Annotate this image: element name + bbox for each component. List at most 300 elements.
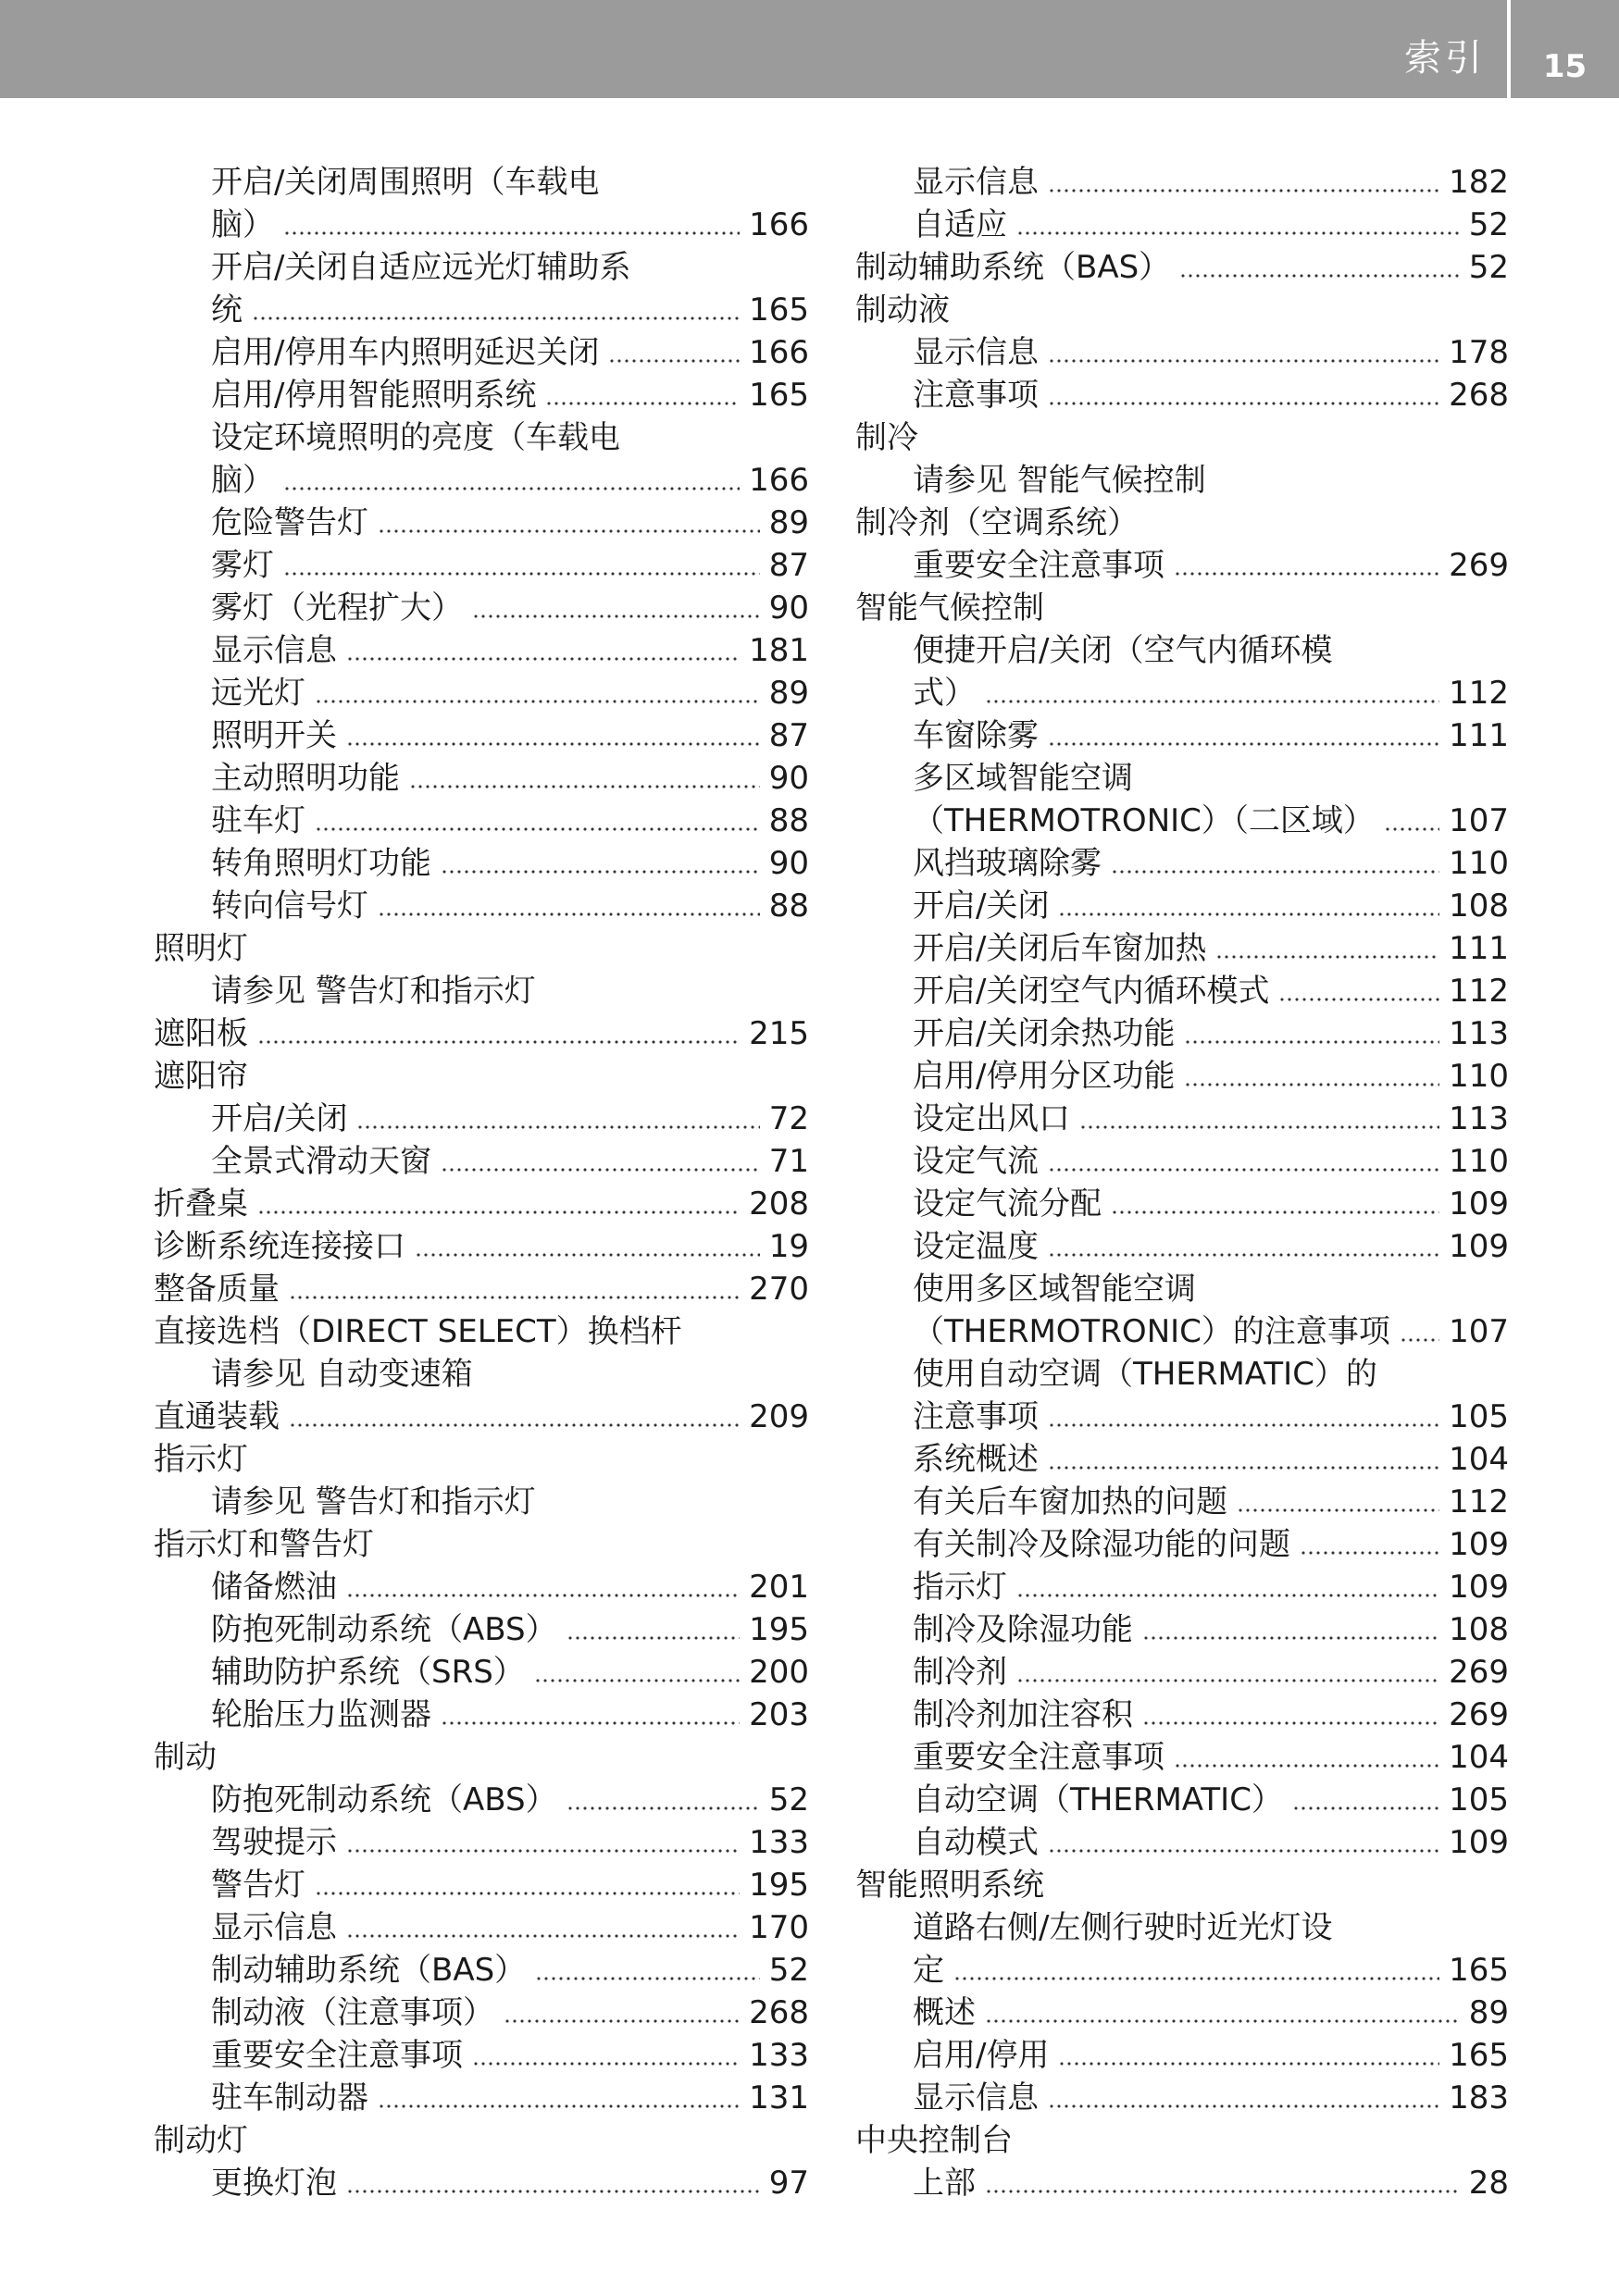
index-subentry: [154, 1353, 809, 1396]
entry-page-number: 105: [1449, 1398, 1509, 1435]
entry-page-number: 195: [749, 1867, 809, 1904]
entry-text: 指示灯: [913, 1569, 1007, 1606]
dot-leader: [1058, 912, 1439, 917]
index-subentry: [855, 161, 1509, 204]
entry-text: 雾灯: [211, 547, 274, 584]
dot-leader: [545, 401, 740, 406]
entry-text: 开启/关闭空气内循环模式: [913, 973, 1270, 1010]
entry-text: 折叠桌: [154, 1185, 248, 1222]
dot-leader: [1142, 1720, 1439, 1726]
index-subentry: [154, 757, 809, 800]
index-entry: [855, 502, 1509, 544]
entry-page-number: 110: [1449, 1143, 1509, 1180]
entry-page-number: 195: [749, 1611, 809, 1648]
entry-text: 制冷: [855, 419, 918, 456]
index-subentry: [154, 1779, 809, 1821]
index-subentry: [855, 1608, 1509, 1651]
entry-page-number: 87: [768, 547, 809, 584]
index-subentry: [154, 1566, 809, 1608]
entry-page-number: 104: [1449, 1441, 1509, 1478]
entry-text: 设定气流分配: [913, 1185, 1102, 1222]
entry-text: 遮阳帘: [154, 1058, 248, 1095]
dot-leader: [985, 2189, 1460, 2194]
dot-leader: [356, 1124, 759, 1130]
dot-leader: [1384, 826, 1439, 832]
entry-page-number: 90: [768, 760, 809, 797]
dot-leader: [378, 912, 760, 917]
dot-leader: [1048, 741, 1439, 747]
entry-text: 全景式滑动天窗: [211, 1143, 431, 1180]
index-subentry: [154, 2162, 809, 2204]
entry-page-number: 110: [1449, 845, 1509, 882]
section-title: 索引: [1404, 37, 1486, 80]
entry-page-number: 166: [749, 462, 809, 499]
entry-text: 有关制冷及除湿功能的问题: [913, 1526, 1290, 1563]
dot-leader: [1174, 1763, 1439, 1769]
entry-page-number: 88: [768, 887, 809, 925]
entry-text: 显示信息: [913, 334, 1039, 371]
dot-leader: [1292, 1806, 1439, 1811]
entry-page-number: 89: [768, 675, 809, 712]
entry-page-number: 111: [1449, 717, 1509, 754]
entry-text: 制冷剂: [913, 1654, 1007, 1691]
entry-page-number: 215: [749, 1015, 809, 1052]
dot-leader: [953, 1976, 1439, 1981]
entry-text: 重要安全注意事项: [211, 2037, 463, 2074]
index-subentry: [154, 1992, 809, 2034]
index-subentry: [855, 1268, 1509, 1310]
index-entry: [855, 289, 1509, 331]
dot-leader: [1215, 954, 1439, 960]
entry-page-number: 108: [1449, 887, 1509, 925]
entry-text: 雾灯（光程扩大）: [211, 590, 463, 627]
entry-text: 主动照明功能: [211, 760, 400, 797]
dot-leader: [346, 2189, 760, 2194]
index-entry: [855, 1864, 1509, 1906]
entry-text: 显示信息: [211, 1909, 337, 1946]
dot-leader: [608, 358, 740, 364]
dot-leader: [985, 2018, 1460, 2024]
index-subentry: [855, 927, 1509, 970]
index-column-right: [855, 161, 1509, 2204]
dot-leader: [346, 1848, 740, 1854]
entry-page-number: 89: [768, 504, 809, 541]
entry-page-number: 72: [768, 1100, 809, 1137]
index-entry: [154, 1012, 809, 1055]
dot-leader: [315, 1891, 740, 1896]
entry-text: 驻车灯: [211, 802, 305, 839]
entry-page-number: 269: [1449, 547, 1509, 584]
index-subentry: [154, 1140, 809, 1183]
dot-leader: [283, 571, 760, 577]
entry-text: 制动液: [855, 292, 950, 329]
index-subentry: [855, 757, 1509, 800]
index-subentry: [855, 1694, 1509, 1736]
index-subentry: [855, 2034, 1509, 2077]
entry-text: 显示信息: [913, 164, 1039, 201]
entry-page-number: 87: [768, 717, 809, 754]
dot-leader: [472, 2061, 740, 2066]
entry-page-number: 52: [1468, 206, 1509, 243]
entry-page-number: 109: [1449, 1824, 1509, 1861]
entry-page-number: 71: [768, 1143, 809, 1180]
entry-page-number: 268: [1449, 377, 1509, 414]
entry-text: 注意事项: [913, 377, 1039, 414]
entry-text: 设定温度: [913, 1228, 1039, 1265]
index-subentry: [154, 544, 809, 587]
entry-text: 开启/关闭: [913, 887, 1050, 925]
dot-leader: [1048, 1252, 1439, 1258]
entry-text: 启用/停用智能照明系统: [211, 377, 537, 414]
entry-text: 注意事项: [913, 1398, 1039, 1435]
entry-text: 使用自动空调（THERMATIC）的: [913, 1356, 1377, 1393]
dot-leader: [289, 1422, 740, 1428]
entry-page-number: 52: [768, 1781, 809, 1818]
index-subentry: [154, 1608, 809, 1651]
index-subentry: [855, 459, 1509, 502]
entry-page-number: 109: [1449, 1526, 1509, 1563]
dot-leader: [567, 1806, 760, 1811]
entry-text: 照明开关: [211, 717, 337, 754]
entry-page-number: 166: [749, 206, 809, 243]
entry-page-number: 89: [1468, 1994, 1509, 2031]
entry-text: 更换灯泡: [211, 2165, 337, 2202]
entry-page-number: 208: [749, 1185, 809, 1222]
dot-leader: [283, 486, 740, 491]
dot-leader: [1048, 401, 1439, 406]
index-subentry: [154, 885, 809, 927]
index-subentry: [154, 1098, 809, 1140]
index-subentry: [154, 1949, 809, 1992]
index-entry: [154, 1438, 809, 1481]
entry-text: 制动辅助系统（BAS）: [855, 249, 1171, 286]
entry-page-number: 111: [1449, 930, 1509, 967]
entry-text: 制动灯: [154, 2122, 248, 2159]
entry-text: 中央控制台: [855, 2122, 1013, 2159]
index-subentry: [855, 1310, 1509, 1353]
index-subentry: [154, 331, 809, 374]
index-subentry: [154, 800, 809, 842]
dot-leader: [1048, 1167, 1439, 1173]
entry-text: 有关后车窗加热的问题: [913, 1483, 1227, 1520]
entry-text: 远光灯: [211, 675, 305, 712]
index-subentry: [855, 1736, 1509, 1779]
index-subentry: [154, 1481, 809, 1523]
index-subentry: [855, 544, 1509, 587]
index-column-left: [154, 161, 809, 2204]
index-entry: [154, 927, 809, 970]
index-subentry: [855, 374, 1509, 416]
index-entry: [154, 1268, 809, 1310]
index-entry: [855, 587, 1509, 629]
entry-page-number: 165: [749, 377, 809, 414]
entry-text: 设定气流: [913, 1143, 1039, 1180]
entry-page-number: 97: [768, 2165, 809, 2202]
entry-page-number: 112: [1449, 675, 1509, 712]
dot-leader: [985, 699, 1439, 704]
index-subentry: [154, 161, 809, 204]
entry-page-number: 203: [749, 1696, 809, 1733]
entry-page-number: 166: [749, 334, 809, 371]
entry-text: 直接选档（DIRECT SELECT）换档杆: [154, 1313, 682, 1350]
entry-text: 开启/关闭余热功能: [913, 1015, 1176, 1052]
entry-text: 启用/停用: [913, 2037, 1050, 2074]
entry-text: 智能照明系统: [855, 1867, 1044, 1904]
entry-page-number: 109: [1449, 1569, 1509, 1606]
dot-leader: [1237, 1508, 1439, 1513]
entry-text: 多区域智能空调: [913, 760, 1133, 797]
entry-page-number: 165: [749, 292, 809, 329]
dot-leader: [441, 1167, 760, 1173]
index-subentry: [855, 629, 1509, 672]
dot-leader: [346, 656, 740, 662]
entry-text: 警告灯: [211, 1867, 305, 1904]
index-subentry: [855, 1183, 1509, 1225]
entry-text: 自动空调（THERMATIC）: [913, 1781, 1283, 1818]
dot-leader: [1016, 1678, 1439, 1683]
entry-text: 轮胎压力监测器: [211, 1696, 431, 1733]
dot-leader: [1184, 1039, 1439, 1045]
dot-leader: [283, 230, 740, 236]
index-subentry: [855, 1992, 1509, 2034]
index-entry: [154, 1523, 809, 1566]
index-subentry: [855, 1353, 1509, 1396]
index-subentry: [154, 970, 809, 1012]
dot-leader: [378, 2104, 740, 2109]
index-subentry: [855, 1098, 1509, 1140]
entry-text: 直通装载: [154, 1398, 280, 1435]
entry-text: 式）: [913, 675, 976, 712]
entry-text: 重要安全注意事项: [913, 547, 1164, 584]
entry-page-number: 112: [1449, 973, 1509, 1010]
entry-page-number: 90: [768, 590, 809, 627]
dot-leader: [315, 699, 760, 704]
entry-text: 道路右侧/左侧行驶时近光灯设: [913, 1909, 1333, 1946]
index-entry: [154, 1396, 809, 1438]
page-number: 15: [1542, 48, 1588, 85]
index-subentry: [855, 1906, 1509, 1949]
index-entry: [154, 1225, 809, 1268]
index-subentry: [855, 1012, 1509, 1055]
entry-text: 统: [211, 292, 243, 329]
index-subentry: [154, 1651, 809, 1694]
entry-text: 脑）: [211, 462, 274, 499]
entry-page-number: 104: [1449, 1739, 1509, 1776]
entry-page-number: 269: [1449, 1654, 1509, 1691]
index-subentry: [154, 374, 809, 416]
dot-leader: [1048, 1465, 1439, 1471]
entry-page-number: 113: [1449, 1015, 1509, 1052]
dot-leader: [1278, 997, 1439, 1002]
entry-text: 制动辅助系统（BAS）: [211, 1952, 527, 1989]
dot-leader: [1058, 2061, 1439, 2066]
index-subentry: [855, 2077, 1509, 2119]
entry-text: 设定环境照明的亮度（车载电: [211, 419, 620, 456]
entry-text: 制冷剂（空调系统）: [855, 504, 1139, 541]
index-subentry: [154, 1906, 809, 1949]
entry-text: 显示信息: [913, 2079, 1039, 2116]
entry-text: 开启/关闭周围照明（车载电: [211, 164, 600, 201]
dot-leader: [378, 528, 760, 534]
index-subentry: [154, 1694, 809, 1736]
index-subentry: [855, 885, 1509, 927]
dot-leader: [1048, 1422, 1439, 1428]
index-entry: [855, 2119, 1509, 2162]
index-subentry: [154, 629, 809, 672]
entry-page-number: 52: [768, 1952, 809, 1989]
entry-page-number: 113: [1449, 1100, 1509, 1137]
dot-leader: [1048, 358, 1439, 364]
entry-page-number: 52: [1468, 249, 1509, 286]
entry-text: 照明灯: [154, 930, 248, 967]
index-subentry: [855, 331, 1509, 374]
entry-text: 指示灯和警告灯: [154, 1526, 374, 1563]
dot-leader: [1048, 188, 1439, 193]
entry-text: 储备燃油: [211, 1569, 337, 1606]
entry-page-number: 181: [749, 632, 809, 669]
entry-page-number: 270: [749, 1271, 809, 1308]
dot-leader: [1174, 571, 1439, 577]
index-subentry: [855, 714, 1509, 757]
entry-text: 制冷及除湿功能: [913, 1611, 1133, 1648]
dot-leader: [567, 1635, 741, 1641]
index-subentry: [154, 714, 809, 757]
index-subentry: [855, 1055, 1509, 1098]
entry-text: 遮阳板: [154, 1015, 248, 1052]
index-subentry: [154, 416, 809, 459]
index-subentry: [855, 842, 1509, 885]
dot-leader: [1016, 230, 1460, 236]
dot-leader: [346, 1933, 740, 1939]
index-entry: [154, 1055, 809, 1098]
entry-page-number: 109: [1449, 1228, 1509, 1265]
entry-text: 制动液（注意事项）: [211, 1994, 494, 2031]
dot-leader: [504, 2018, 740, 2024]
dot-leader: [1142, 1635, 1439, 1641]
index-subentry: [855, 1140, 1509, 1183]
dot-leader: [441, 1720, 740, 1726]
index-subentry: [154, 1821, 809, 1864]
dot-leader: [1048, 1848, 1439, 1854]
entry-page-number: 201: [749, 1569, 809, 1606]
index-subentry: [855, 1481, 1509, 1523]
index-entry: [154, 1736, 809, 1779]
dot-leader: [252, 316, 740, 321]
index-entry: [154, 2119, 809, 2162]
entry-page-number: 112: [1449, 1483, 1509, 1520]
entry-page-number: 170: [749, 1909, 809, 1946]
entry-page-number: 268: [749, 1994, 809, 2031]
entry-text: 使用多区域智能空调: [913, 1271, 1196, 1308]
entry-page-number: 133: [749, 1824, 809, 1861]
index-subentry: [154, 2077, 809, 2119]
entry-text: 请参见 警告灯和指示灯: [211, 1483, 536, 1520]
entry-text: 制冷剂加注容积: [913, 1696, 1133, 1733]
index-subentry: [855, 672, 1509, 714]
dot-leader: [346, 1593, 740, 1598]
entry-text: 转角照明灯功能: [211, 845, 431, 882]
entry-page-number: 109: [1449, 1185, 1509, 1222]
entry-page-number: 269: [1449, 1696, 1509, 1733]
page-header: [0, 0, 1619, 98]
index-subentry: [154, 459, 809, 502]
entry-page-number: 131: [749, 2079, 809, 2116]
index-subentry: [855, 1949, 1509, 1992]
entry-text: 驾驶提示: [211, 1824, 337, 1861]
index-subentry: [855, 1523, 1509, 1566]
entry-page-number: 178: [1449, 334, 1509, 371]
entry-text: 重要安全注意事项: [913, 1739, 1164, 1776]
entry-text: 驻车制动器: [211, 2079, 368, 2116]
index-subentry: [154, 842, 809, 885]
entry-text: 上部: [913, 2165, 976, 2202]
entry-text: （THERMOTRONIC）（二区域）: [913, 802, 1375, 839]
dot-leader: [441, 869, 760, 875]
index-subentry: [855, 800, 1509, 842]
entry-page-number: 107: [1449, 802, 1509, 839]
entry-text: 便捷开启/关闭（空气内循环模: [913, 632, 1333, 669]
dot-leader: [289, 1295, 740, 1300]
entry-page-number: 28: [1468, 2165, 1509, 2202]
entry-page-number: 183: [1449, 2079, 1509, 2116]
dot-leader: [534, 1678, 740, 1683]
entry-text: 智能气候控制: [855, 590, 1044, 627]
index-subentry: [154, 2034, 809, 2077]
index-subentry: [154, 204, 809, 246]
entry-page-number: 110: [1449, 1058, 1509, 1095]
entry-page-number: 200: [749, 1654, 809, 1691]
index-subentry: [855, 1651, 1509, 1694]
entry-text: 危险警告灯: [211, 504, 368, 541]
index-entry: [855, 246, 1509, 289]
dot-leader: [1179, 273, 1460, 279]
dot-leader: [1111, 869, 1439, 875]
entry-text: 系统概述: [913, 1441, 1039, 1478]
dot-leader: [1400, 1337, 1439, 1343]
entry-text: 防抱死制动系统（ABS）: [211, 1611, 557, 1648]
index-entry: [154, 1183, 809, 1225]
entry-page-number: 133: [749, 2037, 809, 2074]
index-subentry: [855, 1821, 1509, 1864]
entry-text: 自适应: [913, 206, 1007, 243]
entry-page-number: 182: [1449, 164, 1509, 201]
entry-text: 转向信号灯: [211, 887, 368, 925]
entry-page-number: 209: [749, 1398, 809, 1435]
index-subentry: [855, 1225, 1509, 1268]
dot-leader: [1079, 1124, 1439, 1130]
index-subentry: [855, 2162, 1509, 2204]
entry-text: 启用/停用车内照明延迟关闭: [211, 334, 600, 371]
dot-leader: [1048, 2104, 1439, 2109]
dot-leader: [315, 826, 760, 832]
entry-text: 辅助防护系统（SRS）: [211, 1654, 525, 1691]
entry-text: 开启/关闭后车窗加热: [913, 930, 1207, 967]
entry-text: 请参见 自动变速箱: [211, 1356, 473, 1393]
index-subentry: [154, 502, 809, 544]
entry-text: 诊断系统连接接口: [154, 1228, 405, 1265]
entry-text: 请参见 智能气候控制: [913, 462, 1206, 499]
dot-leader: [409, 784, 760, 789]
index-subentry: [154, 672, 809, 714]
index-entry: [855, 416, 1509, 459]
index-subentry: [154, 1864, 809, 1906]
dot-leader: [1184, 1082, 1439, 1087]
dot-leader: [415, 1252, 760, 1258]
index-entry: [154, 1310, 809, 1353]
entry-text: 显示信息: [211, 632, 337, 669]
entry-text: （THERMOTRONIC）的注意事项: [913, 1313, 1390, 1350]
entry-page-number: 165: [1449, 1952, 1509, 1989]
